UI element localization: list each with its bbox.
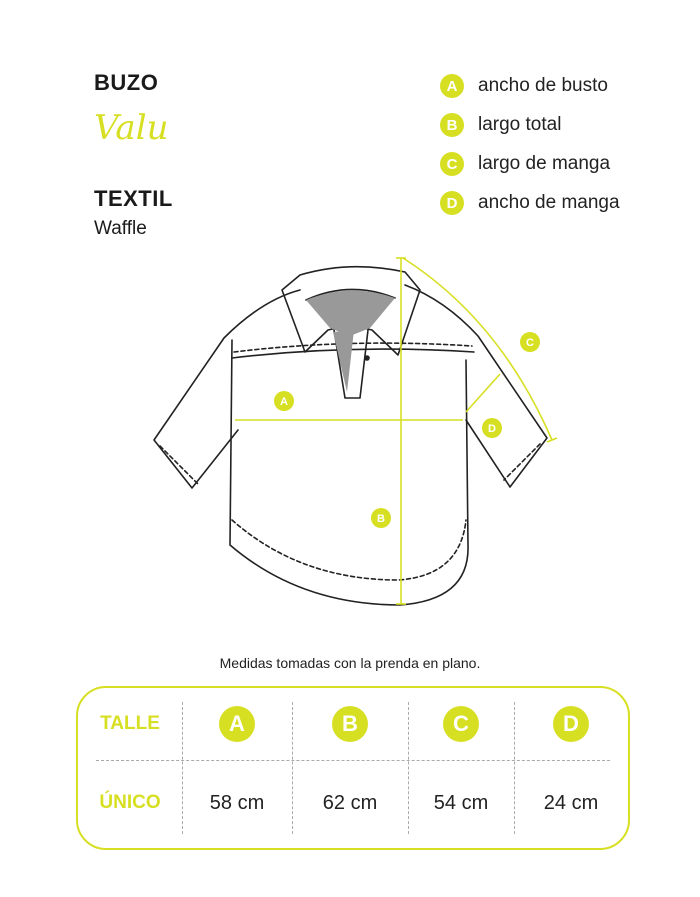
left-sleeve bbox=[154, 290, 300, 488]
legend-label-a: ancho de busto bbox=[478, 75, 608, 96]
product-type: BUZO bbox=[94, 70, 159, 95]
col-badge-c: C bbox=[443, 706, 479, 742]
col-badge-b: B bbox=[332, 706, 368, 742]
measurement-note: Medidas tomadas con la prenda en plano. bbox=[219, 655, 481, 671]
legend-badge-a: A bbox=[440, 74, 464, 98]
legend-item-d bbox=[440, 190, 620, 216]
size-table bbox=[76, 686, 630, 850]
legend-badge-d: D bbox=[440, 191, 464, 215]
product-name-script: Valu bbox=[94, 108, 169, 148]
marker-a: A bbox=[280, 396, 288, 408]
col-badge-d: D bbox=[553, 706, 589, 742]
body-outline bbox=[230, 340, 468, 605]
legend-badge-b: B bbox=[440, 113, 464, 137]
legend-label-d: ancho de manga bbox=[478, 192, 620, 213]
garment-diagram bbox=[0, 240, 700, 630]
value-c: 54 cm bbox=[433, 791, 489, 814]
col-badge-a: A bbox=[219, 706, 255, 742]
legend-label-b: largo total bbox=[478, 114, 562, 135]
value-d: 24 cm bbox=[543, 791, 599, 814]
value-b: 62 cm bbox=[322, 791, 378, 814]
value-a: 58 cm bbox=[209, 791, 265, 814]
marker-c: C bbox=[526, 337, 534, 349]
right-sleeve bbox=[405, 285, 547, 487]
measure-line-d bbox=[466, 374, 500, 412]
legend-item-b bbox=[440, 112, 561, 138]
textil-value: Waffle bbox=[94, 218, 147, 239]
marker-d: D bbox=[488, 423, 496, 435]
row-label-unico: ÚNICO bbox=[99, 792, 161, 813]
legend-item-a bbox=[440, 73, 608, 99]
textil-label: TEXTIL bbox=[94, 186, 173, 211]
legend-label-c: largo de manga bbox=[478, 153, 611, 174]
marker-b: B bbox=[377, 513, 385, 525]
legend-item-c bbox=[440, 151, 610, 177]
legend-badge-c: C bbox=[440, 152, 464, 176]
header-talle: TALLE bbox=[100, 713, 160, 734]
